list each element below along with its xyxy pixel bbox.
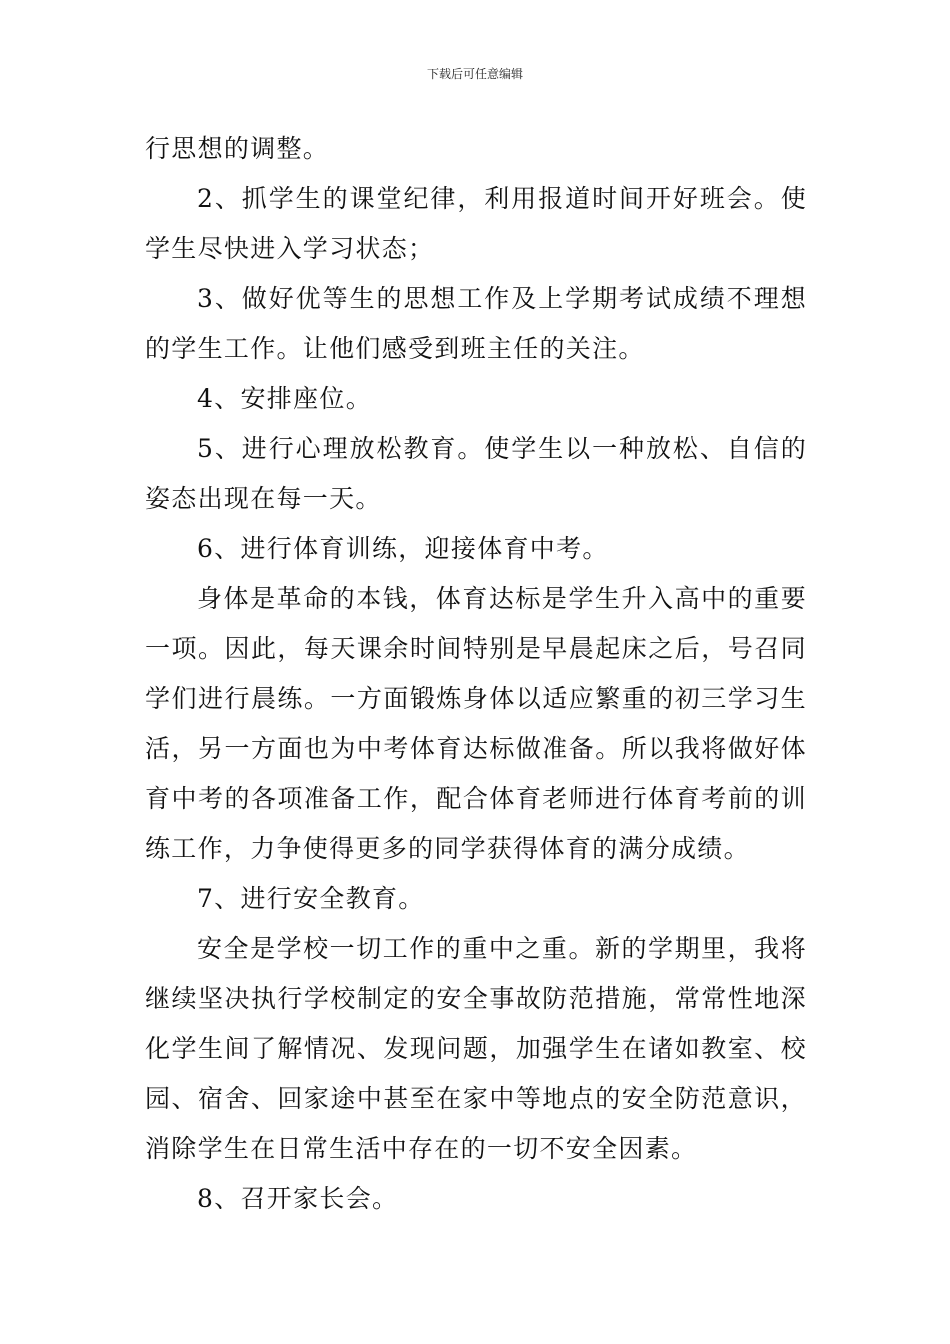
- paragraph-7: 身体是革命的本钱，体育达标是学生升入高中的重要一项。因此，每天课余时间特别是早晨起床之后，号召同学们进行晨练。一方面锻炼身体以适应繁重的初三学习生活，另一方面也为中考体育达标做准备。所以我将做好体育中考的各项准备工作，配合体育老师进行体育考前的训练工作，力争使得更多的同学获得体育的满分成绩。: [145, 584, 807, 863]
- paragraph-5: 5、进行心理放松教育。使学生以一种放松、自信的姿态出现在每一天。: [145, 434, 807, 513]
- paragraph-6: 6、进行体育训练，迎接体育中考。: [197, 534, 609, 563]
- paragraph-2: 2、抓学生的课堂纪律，利用报道时间开好班会。使学生尽快进入学习状态；: [145, 184, 807, 263]
- paragraph-9: 安全是学校一切工作的重中之重。新的学期里，我将继续坚决执行学校制定的安全事故防范措施，常常性地深化学生间了解情况、发现问题，加强学生在诸如教室、校园、宿舍、回家途中甚至在家中等地点的安全防范意识，消除学生在日常生活中存在的一切不安全因素。: [145, 934, 807, 1163]
- page-header-note: 下载后可任意编辑: [426, 67, 523, 81]
- paragraph-1: 行思想的调整。: [145, 134, 330, 163]
- paragraph-8: 7、进行安全教育。: [197, 884, 425, 913]
- paragraph-3: 3、做好优等生的思想工作及上学期考试成绩不理想的学生工作。让他们感受到班主任的关注。: [145, 284, 807, 363]
- paragraph-10: 8、召开家长会。: [197, 1184, 399, 1213]
- document-body: [145, 124, 807, 1224]
- paragraph-4: 4、安排座位。: [197, 384, 373, 413]
